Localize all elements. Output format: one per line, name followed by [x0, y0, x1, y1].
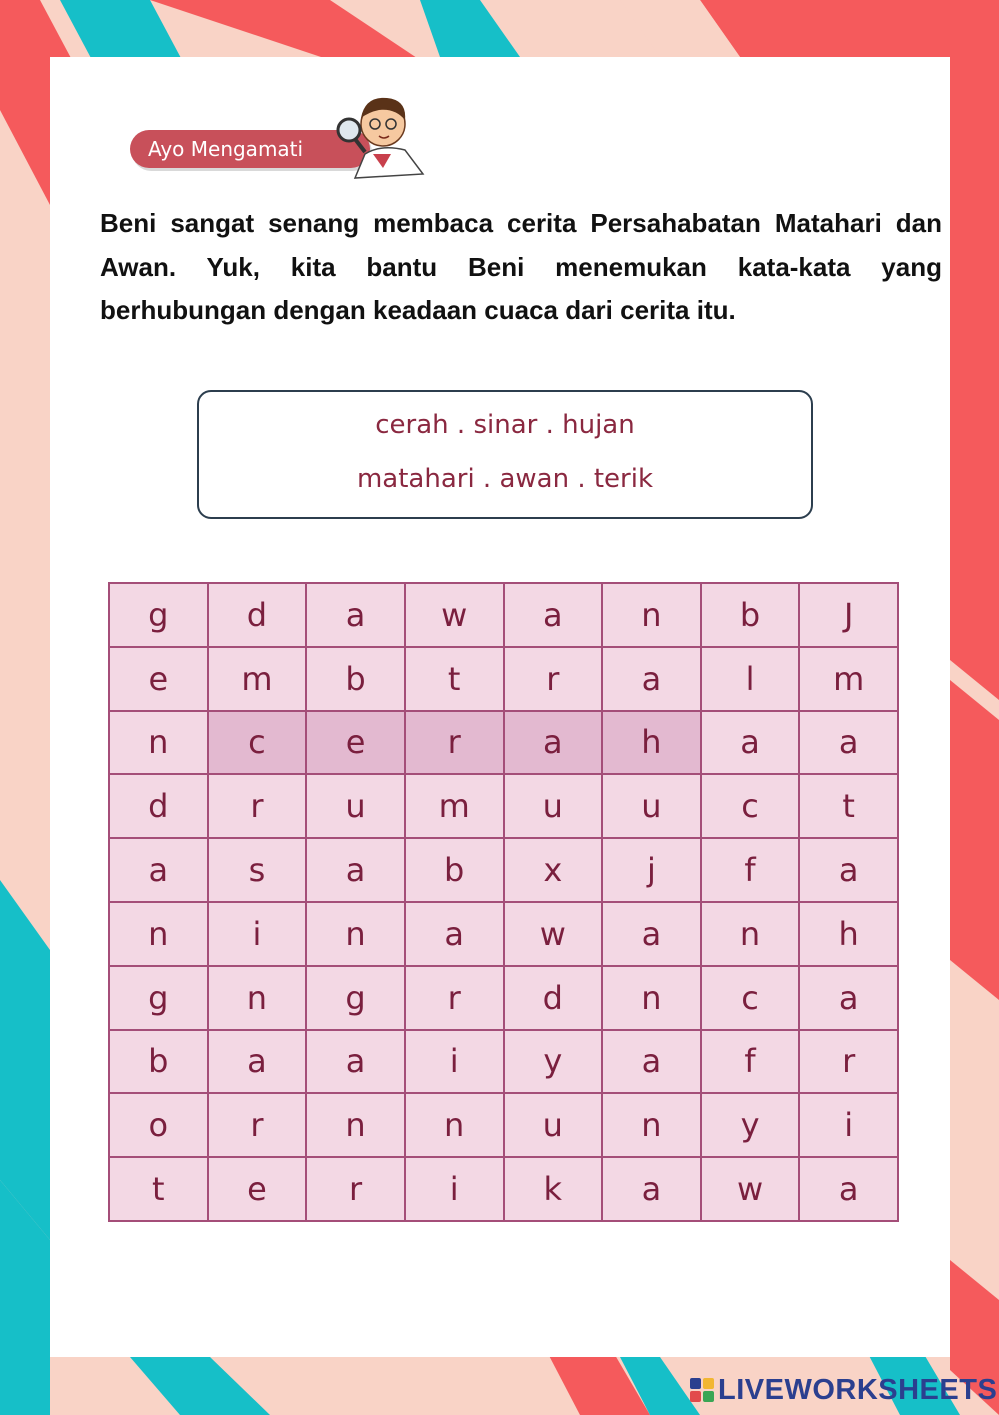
grid-cell[interactable]: a [306, 583, 405, 647]
grid-cell[interactable]: i [799, 1093, 898, 1157]
grid-cell[interactable]: n [306, 902, 405, 966]
grid-cell[interactable]: a [799, 1157, 898, 1221]
grid-cell[interactable]: a [602, 1157, 701, 1221]
grid-row [109, 1157, 898, 1221]
grid-cell[interactable]: t [109, 1157, 208, 1221]
grid-cell[interactable]: s [208, 838, 307, 902]
grid-cell[interactable]: r [504, 647, 603, 711]
grid-cell[interactable]: n [208, 966, 307, 1030]
badge-label: Ayo Mengamati [148, 137, 304, 161]
grid-cell[interactable]: d [208, 583, 307, 647]
grid-cell[interactable]: f [701, 1030, 800, 1094]
grid-cell[interactable]: e [109, 647, 208, 711]
grid-cell[interactable]: a [109, 838, 208, 902]
grid-cell[interactable]: t [405, 647, 504, 711]
grid-cell[interactable]: r [306, 1157, 405, 1221]
grid-cell[interactable]: u [602, 774, 701, 838]
grid-cell[interactable]: n [306, 1093, 405, 1157]
grid-row [109, 1030, 898, 1094]
grid-cell[interactable]: j [602, 838, 701, 902]
word-list-line-1: cerah . sinar . hujan [375, 410, 635, 440]
word-search-grid [108, 582, 899, 1222]
grid-cell[interactable]: g [306, 966, 405, 1030]
grid-cell[interactable]: n [109, 711, 208, 775]
grid-cell[interactable]: g [109, 966, 208, 1030]
grid-cell[interactable]: y [504, 1030, 603, 1094]
grid-cell[interactable]: a [208, 1030, 307, 1094]
grid-cell[interactable]: J [799, 583, 898, 647]
grid-cell[interactable]: c [701, 774, 800, 838]
grid-cell[interactable]: a [799, 838, 898, 902]
grid-cell[interactable]: a [306, 838, 405, 902]
grid-cell[interactable]: m [405, 774, 504, 838]
grid-cell[interactable]: m [799, 647, 898, 711]
grid-cell[interactable]: r [208, 1093, 307, 1157]
grid-cell[interactable]: y [701, 1093, 800, 1157]
intro-paragraph: Beni sangat senang membaca cerita Persahabatan Matahari dan Awan. Yuk, kita bantu Beni menemukan kata-kata yang berhubungan dengan keadaan cuaca dari cerita itu. [100, 208, 942, 325]
grid-cell[interactable]: n [602, 966, 701, 1030]
grid-row [109, 838, 898, 902]
grid-cell[interactable]: u [504, 774, 603, 838]
grid-cell[interactable]: x [504, 838, 603, 902]
grid-cell[interactable]: b [405, 838, 504, 902]
grid-row [109, 711, 898, 775]
grid-cell[interactable]: u [504, 1093, 603, 1157]
grid-cell[interactable]: r [208, 774, 307, 838]
grid-cell[interactable]: b [109, 1030, 208, 1094]
grid-cell[interactable]: r [405, 966, 504, 1030]
grid-cell[interactable]: b [701, 583, 800, 647]
grid-cell[interactable]: e [208, 1157, 307, 1221]
grid-cell[interactable]: b [306, 647, 405, 711]
grid-row [109, 647, 898, 711]
grid-cell[interactable]: i [405, 1157, 504, 1221]
grid-cell[interactable]: a [504, 711, 603, 775]
grid-cell[interactable]: a [405, 902, 504, 966]
grid-row [109, 774, 898, 838]
grid-cell[interactable]: n [405, 1093, 504, 1157]
grid-cell[interactable]: a [799, 711, 898, 775]
grid-cell[interactable]: k [504, 1157, 603, 1221]
grid-cell[interactable]: w [701, 1157, 800, 1221]
word-list-line-2: matahari . awan . terik [356, 464, 654, 494]
boy-with-magnifier-illustration [335, 94, 427, 180]
grid-cell[interactable]: n [109, 902, 208, 966]
grid-cell[interactable]: f [701, 838, 800, 902]
grid-cell[interactable]: g [109, 583, 208, 647]
grid-cell[interactable]: n [602, 583, 701, 647]
grid-cell[interactable]: e [306, 711, 405, 775]
grid-cell[interactable]: a [306, 1030, 405, 1094]
grid-cell[interactable]: c [208, 711, 307, 775]
grid-row [109, 902, 898, 966]
grid-cell[interactable]: a [602, 1030, 701, 1094]
grid-cell[interactable]: a [602, 902, 701, 966]
grid-row [109, 1093, 898, 1157]
grid-cell[interactable]: n [602, 1093, 701, 1157]
grid-cell[interactable]: i [208, 902, 307, 966]
liveworksheets-logo [690, 1372, 997, 1408]
grid-cell[interactable]: a [701, 711, 800, 775]
grid-cell[interactable]: c [701, 966, 800, 1030]
grid-cell[interactable]: o [109, 1093, 208, 1157]
grid-cell[interactable]: w [405, 583, 504, 647]
grid-cell[interactable]: l [701, 647, 800, 711]
grid-cell[interactable]: u [306, 774, 405, 838]
grid-cell[interactable]: r [405, 711, 504, 775]
grid-cell[interactable]: d [109, 774, 208, 838]
grid-row [109, 966, 898, 1030]
brand-name: LIVEWORKSHEETS [718, 1374, 998, 1406]
grid-cell[interactable]: a [799, 966, 898, 1030]
grid-row [109, 583, 898, 647]
word-list-box [197, 390, 813, 519]
grid-cell[interactable]: a [602, 647, 701, 711]
grid-cell[interactable]: h [799, 902, 898, 966]
grid-cell[interactable]: r [799, 1030, 898, 1094]
grid-cell[interactable]: w [504, 902, 603, 966]
grid-cell[interactable]: a [504, 583, 603, 647]
grid-cell[interactable]: h [602, 711, 701, 775]
grid-cell[interactable]: n [701, 902, 800, 966]
section-badge [130, 130, 370, 168]
grid-cell[interactable]: d [504, 966, 603, 1030]
grid-cell[interactable]: t [799, 774, 898, 838]
grid-cell[interactable]: m [208, 647, 307, 711]
grid-cell[interactable]: i [405, 1030, 504, 1094]
liveworksheets-logo-icon [690, 1378, 714, 1402]
